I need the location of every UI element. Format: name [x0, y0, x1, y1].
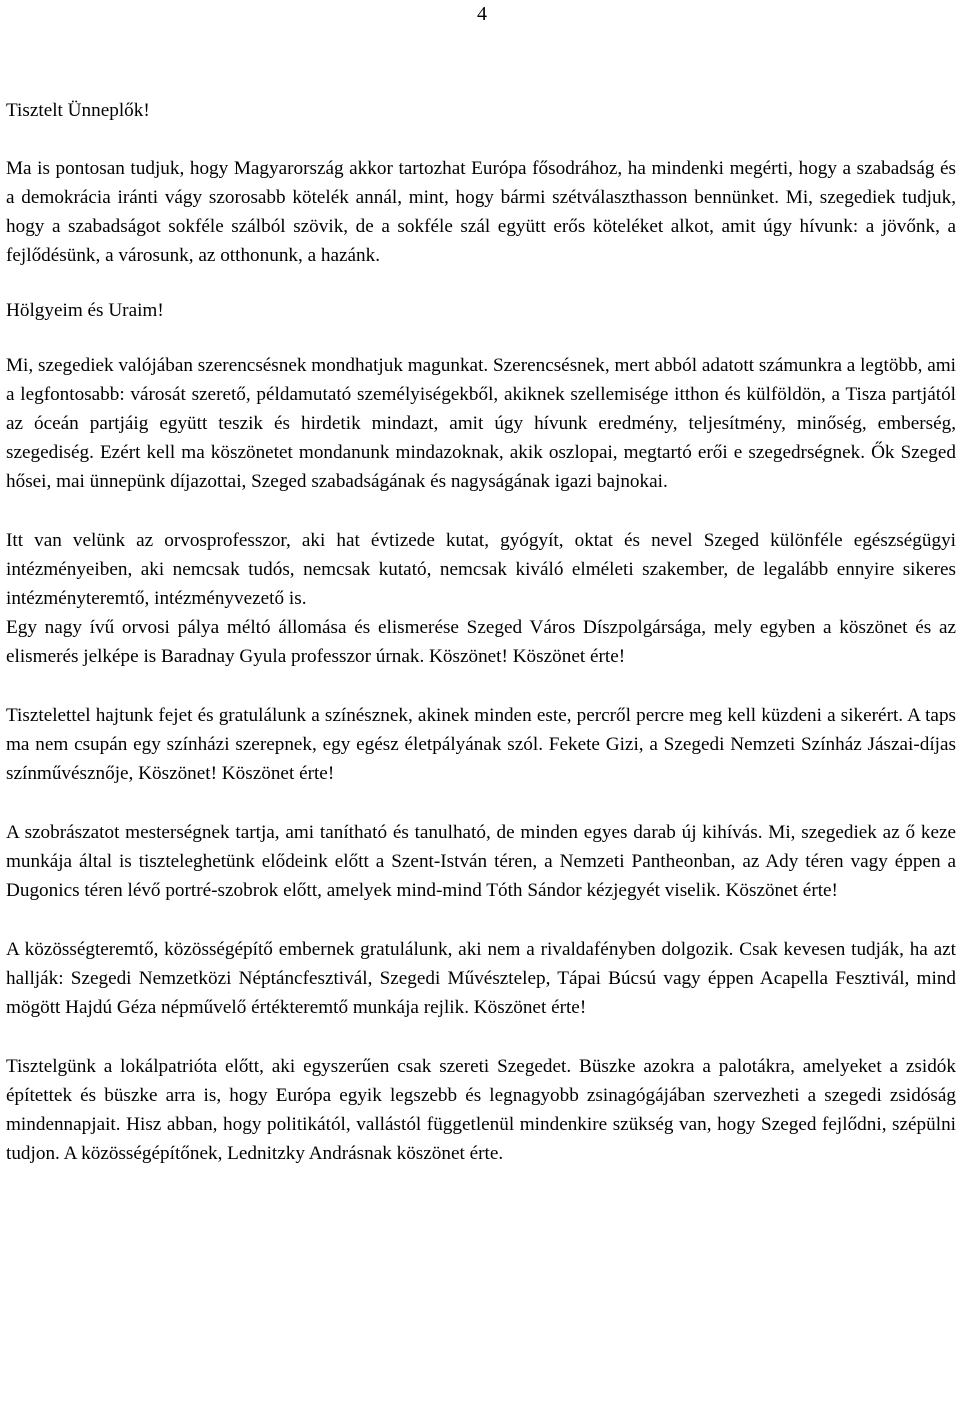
- paragraph-freedom: Ma is pontosan tudjuk, hogy Magyarország akkor tartozhat Európa fősodrához, ha mindenki megérti, hogy a szabadság és a demokrácia iránti vágy szorosabb kötelék annál, mint, hogy bármi szétválaszthasson bennünket. Mi, szegediek tudjuk, hogy a szabadságot sokféle szálból szövik, de a sokféle szál együtt erős köteléket alkot, amit úgy hívunk: a jövőnk, a fejlődésünk, a városunk, az otthonunk, a hazánk.: [6, 158, 956, 266]
- paragraph-sculptor: A szobrászatot mesterségnek tartja, ami tanítható és tanulható, de minden egyes darab új kihívás. Mi, szegediek az ő keze munkája által is tiszteleghetünk elődeink előtt a Szent-István téren, a Nemzeti Pantheonban, az Ady téren vagy éppen a Dugonics téren lévő portré-szobrok előtt, amelyek mind-mind Tóth Sándor kézjegyét viselik. Köszönet érte!: [6, 822, 956, 901]
- salutation-celebrants: Tisztelt Ünneplők!: [6, 100, 150, 121]
- paragraph-local-patriot: Tisztelgünk a lokálpatrióta előtt, aki egyszerűen csak szereti Szegedet. Büszke azokra a palotákra, amelyeket a zsidók építettek és büszke arra is, hogy Európa egyik legszebb és legnagyobb zsinagógájában szervezheti a szegedi zsidóság mindennapjait. Hisz abban, hogy politikától, vallástól függetlenül mindenkire szükség van, hogy Szeged fejlődni, szépülni tudjon. A közösségépítőnek, Lednitzky Andrásnak köszönet érte.: [6, 1056, 956, 1164]
- salutation-ladies-gentlemen: Hölgyeim és Uraim!: [6, 300, 164, 321]
- paragraph-fortunate: Mi, szegediek valójában szerencsésnek mondhatjuk magunkat. Szerencsésnek, mert abból adatott számunkra a legtöbb, ami a legfontosabb: városát szerető, példamutató személyiségekből, akiknek szellemisége itthon és külföldön, a Tisza partjától az óceán partjáig együtt teszik és hirdetik mindazt, amit úgy hívunk eredmény, teljesítmény, minőség, emberség, szegediség. Ezért kell ma köszönetet mondanunk mindazoknak, akik oszlopai, megtartó erői e szegedrségnek. Ők Szeged hősei, mai ünnepünk díjazottai, Szeged szabadságának és nagyságának igazi bajnokai.: [6, 355, 956, 492]
- paragraph-actress: Tisztelettel hajtunk fejet és gratulálunk a színésznek, akinek minden este, percről percre meg kell küzdeni a sikerért. A taps ma nem csupán egy színházi szerepnek, egy egész életpályának szól. Fekete Gizi, a Szegedi Nemzeti Színház Jászai-díjas színművésznője, Köszönet! Köszönet érte!: [6, 705, 956, 784]
- paragraph-community-builder: A közösségteremtő, közösségépítő embernek gratulálunk, aki nem a rivaldafényben dolgozik. Csak kevesen tudják, ha azt hallják: Szegedi Nemzetközi Néptáncfesztivál, Szegedi Művésztelep, Tápai Búcsú vagy éppen Acapella Fesztivál, mind mögött Hajdú Géza népművelő értékteremtő munkája rejlik. Köszönet érte!: [6, 939, 956, 1018]
- page-number: 4: [477, 3, 487, 25]
- paragraph-honorary-citizen: Egy nagy ívű orvosi pálya méltó állomása és elismerése Szeged Város Díszpolgársága, mely egyben a köszönet és az elismerés jelképe is Baradnay Gyula professzor úrnak. Köszönet! Köszönet érte!: [6, 617, 956, 667]
- paragraph-professor: Itt van velünk az orvosprofesszor, aki hat évtizede kutat, gyógyít, oktat és nevel Szeged különféle egészségügyi intézményeiben, aki nemcsak tudós, nemcsak kutató, nemcsak kiváló elméleti szakember, de legalább ennyire sikeres intézményteremtő, intézményvezető is.: [6, 530, 956, 609]
- document-body: [6, 96, 956, 1168]
